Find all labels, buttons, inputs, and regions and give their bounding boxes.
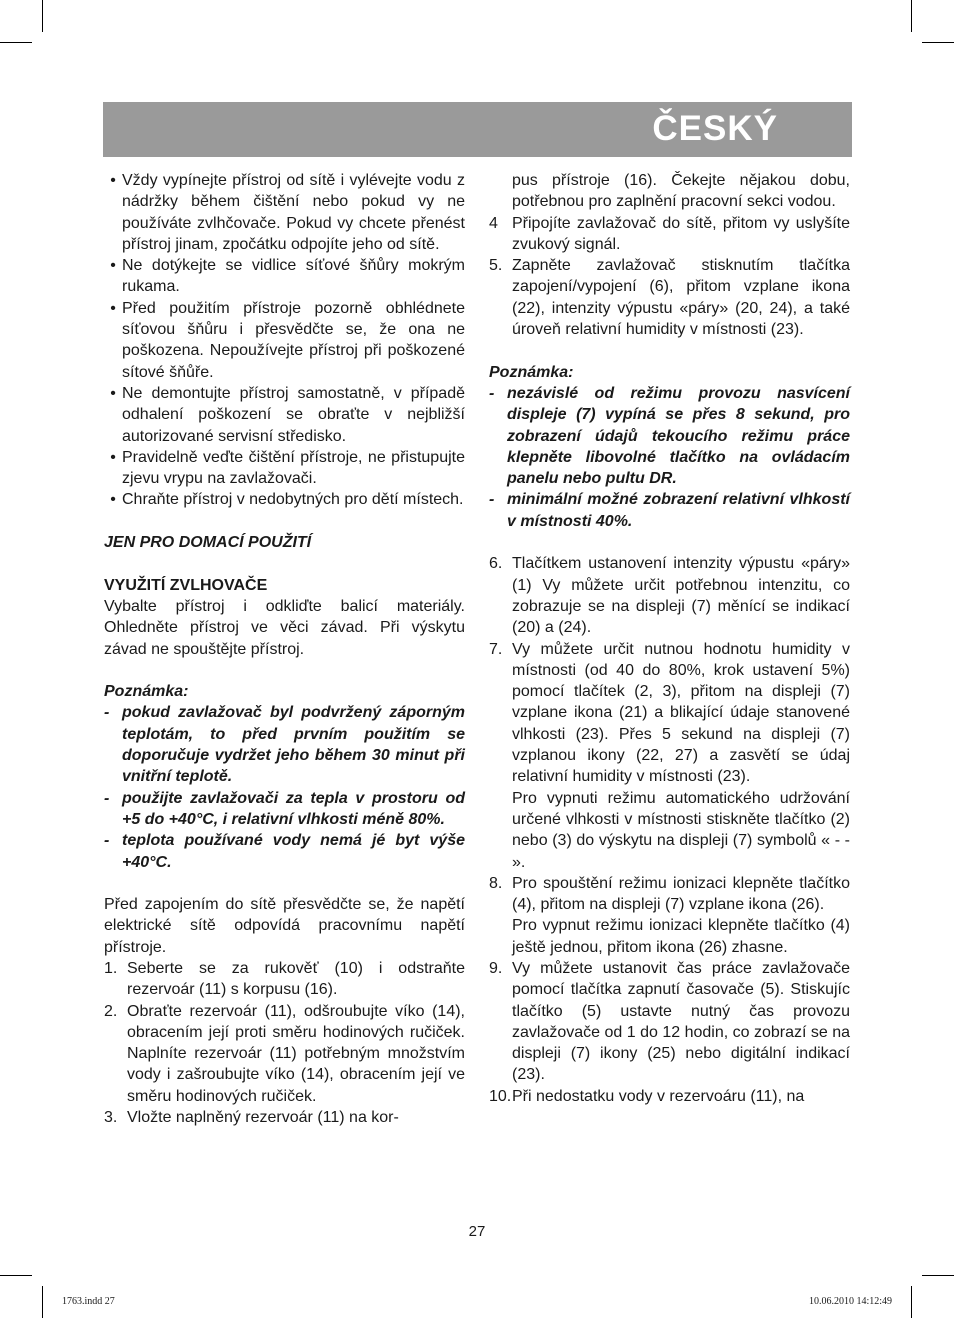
right-column [489, 170, 850, 1107]
safety-bullet [104, 170, 465, 255]
step-text: Vy můžete ustanovit čas práce zavlažovače pomocí tlačítka zapnutí časovače (5). Stiskujíc tlačítko (5) ustavte nutný čas provozu zavlažovače od 1 do 12 hodin, co zobrazí se na displeji (7) ikony (25) nebo digitální indikací (23). [512, 959, 850, 1084]
note-text: minimální možné zobrazení relativní vlhkostí v místnosti 40%. [507, 491, 850, 530]
step-number: 1. [104, 959, 118, 977]
step-item [489, 873, 850, 916]
step-number: 2. [104, 1002, 118, 1020]
continued-text: pus přístroje (16). Čekejte nějakou dobu, potřebnou pro zaplnění pracovní sekci vodou. [512, 172, 850, 211]
crop-mark [911, 0, 912, 32]
bullet-dot: • [110, 257, 116, 275]
bullet-text: Chraňte přístroj v nedobytných pro dětí místech. [122, 491, 464, 509]
step-text: Obraťte rezervoár (11), odšroubujte víko (14), obracením její proti směru hodinových ručiček. Naplníte rezervoár (11) potřebným množstvím vody i zašroubujte víko (14), obracením její ve směru hodinových ručiček. [127, 1002, 465, 1105]
step-extra-text: Pro vypnut režimu ionizaci klepněte tlačítko (4) ještě jednou, přitom ikona (26) zhasne. [512, 917, 850, 956]
step-item [104, 1001, 465, 1107]
step-item [489, 1086, 850, 1107]
note-item [104, 702, 465, 787]
bullet-text: Vždy vypínejte přístroj od sítě i vylévejte vodu z nádržky během čištění nebo pokud vy ne používáte zvlhčovače. Pokud vy chcete přenést přístroj jinam, zpočátku odpojíte jeho od sítě. [122, 172, 465, 253]
crop-mark [42, 1286, 43, 1318]
step-item [489, 255, 850, 340]
usage-heading: VYUŽITÍ ZVLHOVAČE [104, 576, 268, 594]
note-item [104, 830, 465, 873]
step-text: Vy můžete určit nutnou hodnotu humidity v místnosti (od 40 do 80%, krok ustavení 5%) pomocí tlačítek (2, 3), přitom na displeji (7) vzplane ikona (21) a blikající údaje stanovené vlhkosti (23). Přes 5 sekund na displeji (7) vzplanou ikony (22, 27) a zasvětí se údaj relativní humidity v místnosti (23). [512, 640, 850, 786]
note-text: pokud zavlažovač byl podvržený záporným teplotám, to před prvním použitím se doporučuje vydržet jeho během 30 minut při vnitřní teplotě. [122, 704, 465, 786]
step-number: 9. [489, 959, 503, 977]
bullet-text: Pravidelně veďte čištění přístroje, ne přistupujte zjevu vrypu na zavlažovači. [122, 448, 465, 488]
step-number: 10. [489, 1087, 512, 1105]
bullet-dot: • [110, 384, 116, 402]
note-item [489, 383, 850, 489]
dash-mark: - [489, 384, 495, 402]
note-label: Poznámka: [489, 363, 574, 381]
step-number: 5. [489, 257, 503, 275]
dash-mark: - [104, 789, 110, 807]
step-item [489, 958, 850, 1086]
dash-mark: - [104, 704, 110, 722]
step-number: 8. [489, 874, 503, 892]
safety-bullet [104, 298, 465, 383]
bullet-dot: • [110, 299, 116, 317]
note-item [489, 489, 850, 532]
note-text: použijte zavlažovači za tepla v prostoru od +5 do +40°C, i relativní vlhkosti méně 80%. [122, 789, 465, 828]
step-text: Tlačítkem ustanovení intenzity výpustu «páry» (1) Vy můžete určit potřebnou intenzitu, co zobrazuje se na displeji (7) měnící se indikací (20) a (24). [512, 555, 850, 637]
dash-mark: - [104, 832, 110, 850]
step-text: Při nedostatku vody v rezervoáru (11), na [512, 1087, 805, 1105]
crop-mark [922, 1275, 954, 1276]
bullet-text: Ne demontujte přístroj samostatně, v případě odhalení poškození se obraťte v nejbližší autorizované servisní středisko. [122, 384, 465, 445]
safety-bullet [104, 255, 465, 298]
bullet-dot: • [110, 448, 116, 466]
crop-mark [42, 0, 43, 32]
note-text: teplota používané vody nemá jé byt výše +40°C. [122, 832, 465, 871]
note-label: Poznámka: [104, 683, 189, 701]
step-number: 4 [489, 214, 498, 232]
step-number: 7. [489, 640, 503, 658]
note-item [104, 788, 465, 831]
footer-date-info: 10.06.2010 14:12:49 [808, 1296, 892, 1307]
step-text: Pro spouštění režimu ionizaci klepněte tlačítko (4), přitom na displeji (7) vzplane ikona (26). [512, 874, 850, 914]
dash-mark: - [489, 491, 495, 509]
step-item [489, 639, 850, 788]
note-text: nezávislé od režimu provozu nasvícení displeje (7) vypíná se přes 8 sekund, pro zobrazení údajů tekoucího režimu práce klepněte libovolné tlačítko na ovládacím panelu nebo pultu DR. [507, 384, 850, 488]
page-number: 27 [468, 1223, 486, 1240]
language-title: ČESKÝ [652, 109, 778, 148]
language-header-bar [103, 102, 852, 157]
safety-bullet [104, 447, 465, 490]
crop-mark [922, 42, 954, 43]
step-text: Seberte se za rukověť (10) i odstraňte rezervoár (11) s korpusu (16). [127, 959, 465, 999]
step-item [489, 553, 850, 638]
crop-mark [911, 1286, 912, 1318]
step-item [489, 213, 850, 256]
safety-bullet [104, 489, 465, 510]
home-use-heading: JEN PRO DOMACÍ POUŽITÍ [104, 534, 312, 552]
left-column [104, 170, 465, 1128]
step-extra-text: Pro vypnuti režimu automatického udržování určené vlhkosti v místnosti stiskněte tlačítko (2) nebo (3) do výskytu na displeji (7) symbolů « - - ». [512, 789, 850, 871]
step-text: Připojíte zavlažovač do sítě, přitom vy uslyšíte zvukový signál. [512, 214, 850, 253]
step-item [104, 958, 465, 1001]
step-text: Vložte naplněný rezervoár (11) na kor- [127, 1109, 399, 1127]
bullet-text: Před použitím přístroje pozorně obhlédnete síťovou šňůru i přesvědčte se, že ona ne poškozena. Nepoužívejte přístroj při poškozené sítové šňůře. [122, 299, 465, 381]
bullet-dot: • [110, 172, 116, 189]
safety-bullet [104, 383, 465, 447]
step-text: Zapněte zavlažovač stisknutím tlačítka zapojení/vypojení (6), přitom vzplane ikona (22), intenzity výpustu «páry» (20, 24), a také úroveň relativní humidity v místnosti (23). [512, 257, 850, 339]
footer-file-info: 1763.indd 27 [62, 1296, 115, 1307]
crop-mark [0, 42, 32, 43]
bullet-text: Ne dotýkejte se vidlice síťové šňůry mokrým rukama. [122, 257, 465, 296]
bullet-dot: • [110, 491, 116, 509]
intro-text: Před zapojením do sítě přesvědčte se, že napětí elektrické sítě odpovídá pracovnímu napětí přístroje. [104, 896, 465, 956]
step-number: 6. [489, 555, 503, 573]
crop-mark [0, 1275, 32, 1276]
usage-text: Vybalte přístroj i odkliďte balicí materiály. Ohledněte přístroj ve věci závad. Při výskytu závad ne spouštějte přístroj. [104, 597, 465, 658]
step-number: 3. [104, 1109, 118, 1127]
step-item [104, 1107, 465, 1128]
